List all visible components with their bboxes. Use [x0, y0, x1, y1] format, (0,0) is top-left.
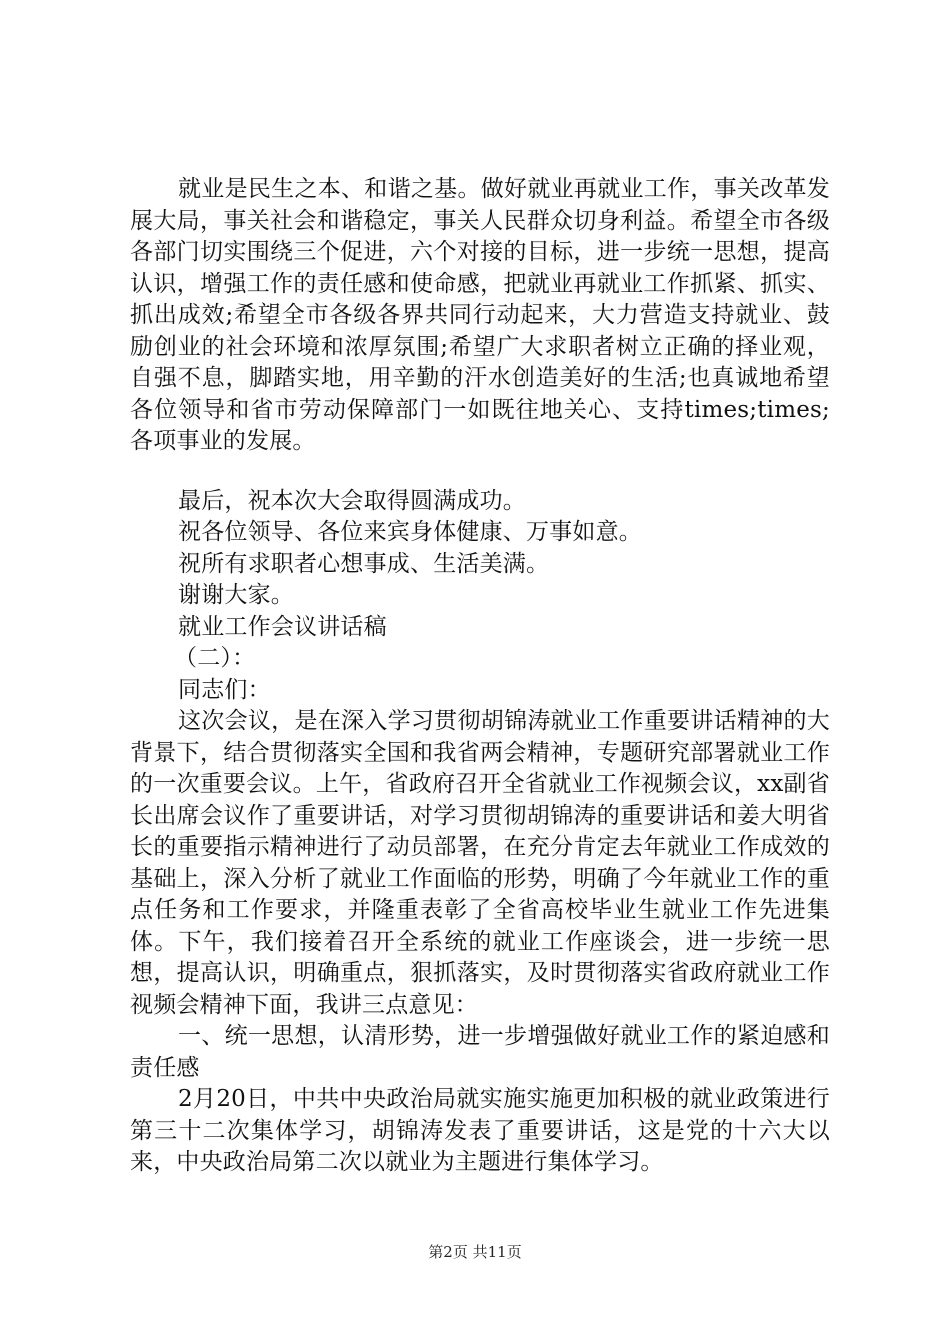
heading-point-one: 一、统一思想，认清形势，进一步增强做好就业工作的紧迫感和责任感 [130, 1023, 830, 1081]
closing-line-thanks: 谢谢大家。 [178, 582, 294, 608]
paragraph-meeting-background: 这次会议，是在深入学习贯彻胡锦涛就业工作重要讲话精神的大背景下，结合贯彻落实全国和我省两会精神，专题研究部署就业工作的一次重要会议。上午，省政府召开全省就业工作视频会议，xx副省长出席会议作了重要讲话，对学习贯彻胡锦涛的重要讲话和姜大明省长的重要指示精神进行了动员部署，在充分肯定去年就业工作成效的基础上，深入分析了就业工作面临的形势，明确了今年就业工作的重点任务和工作要求，并隆重表彰了全省高校毕业生就业工作先进集体。下午，我们接着召开全系统的就业工作座谈会，进一步统一思想，提高认识，明确重点，狠抓落实，及时贯彻落实省政府就业工作视频会精神下面，我讲三点意见： [130, 708, 830, 1018]
closing-line-wish-success: 最后，祝本次大会取得圆满成功。 [178, 487, 526, 514]
closing-line-wish-jobseekers: 祝所有求职者心想事成、生活美满。 [178, 550, 550, 577]
paragraph-employment-importance: 就业是民生之本、和谐之基。做好就业再就业工作，事关改革发展大局，事关社会和谐稳定，事关人民群众切身利益。希望全市各级各部门切实围绕三个促进，六个对接的目标，进一步统一思想，提高认识，增强工作的责任感和使命感，把就业再就业工作抓紧、抓实、抓出成效;希望全市各级各界共同行动起来，大力营造支持就业、鼓励创业的社会环境和浓厚氛围;希望广大求职者树立正确的择业观，自强不息，脚踏实地，用辛勤的汗水创造美好的生活;也真诚地希望各位领导和省市劳动保障部门一如既往地关心、支持times;times;各项事业的发展。 [130, 176, 830, 454]
paragraph-spacer [130, 458, 830, 486]
page-number-footer: 第2页 共11页 [428, 1243, 522, 1261]
salutation: 同志们： [178, 676, 271, 703]
document-body [130, 174, 830, 1179]
section-title: 就业工作会议讲话稿 [178, 613, 387, 640]
closing-line-wish-leaders: 祝各位领导、各位来宾身体健康、万事如意。 [178, 519, 642, 545]
paragraph-politburo-study: 2月20日，中共中央政治局就实施实施更加积极的就业政策进行第三十二次集体学习，胡锦涛发表了重要讲话，这是党的十六大以来，中央政治局第二次以就业为主题进行集体学习。 [130, 1086, 830, 1175]
section-number: （二）： [174, 645, 256, 671]
